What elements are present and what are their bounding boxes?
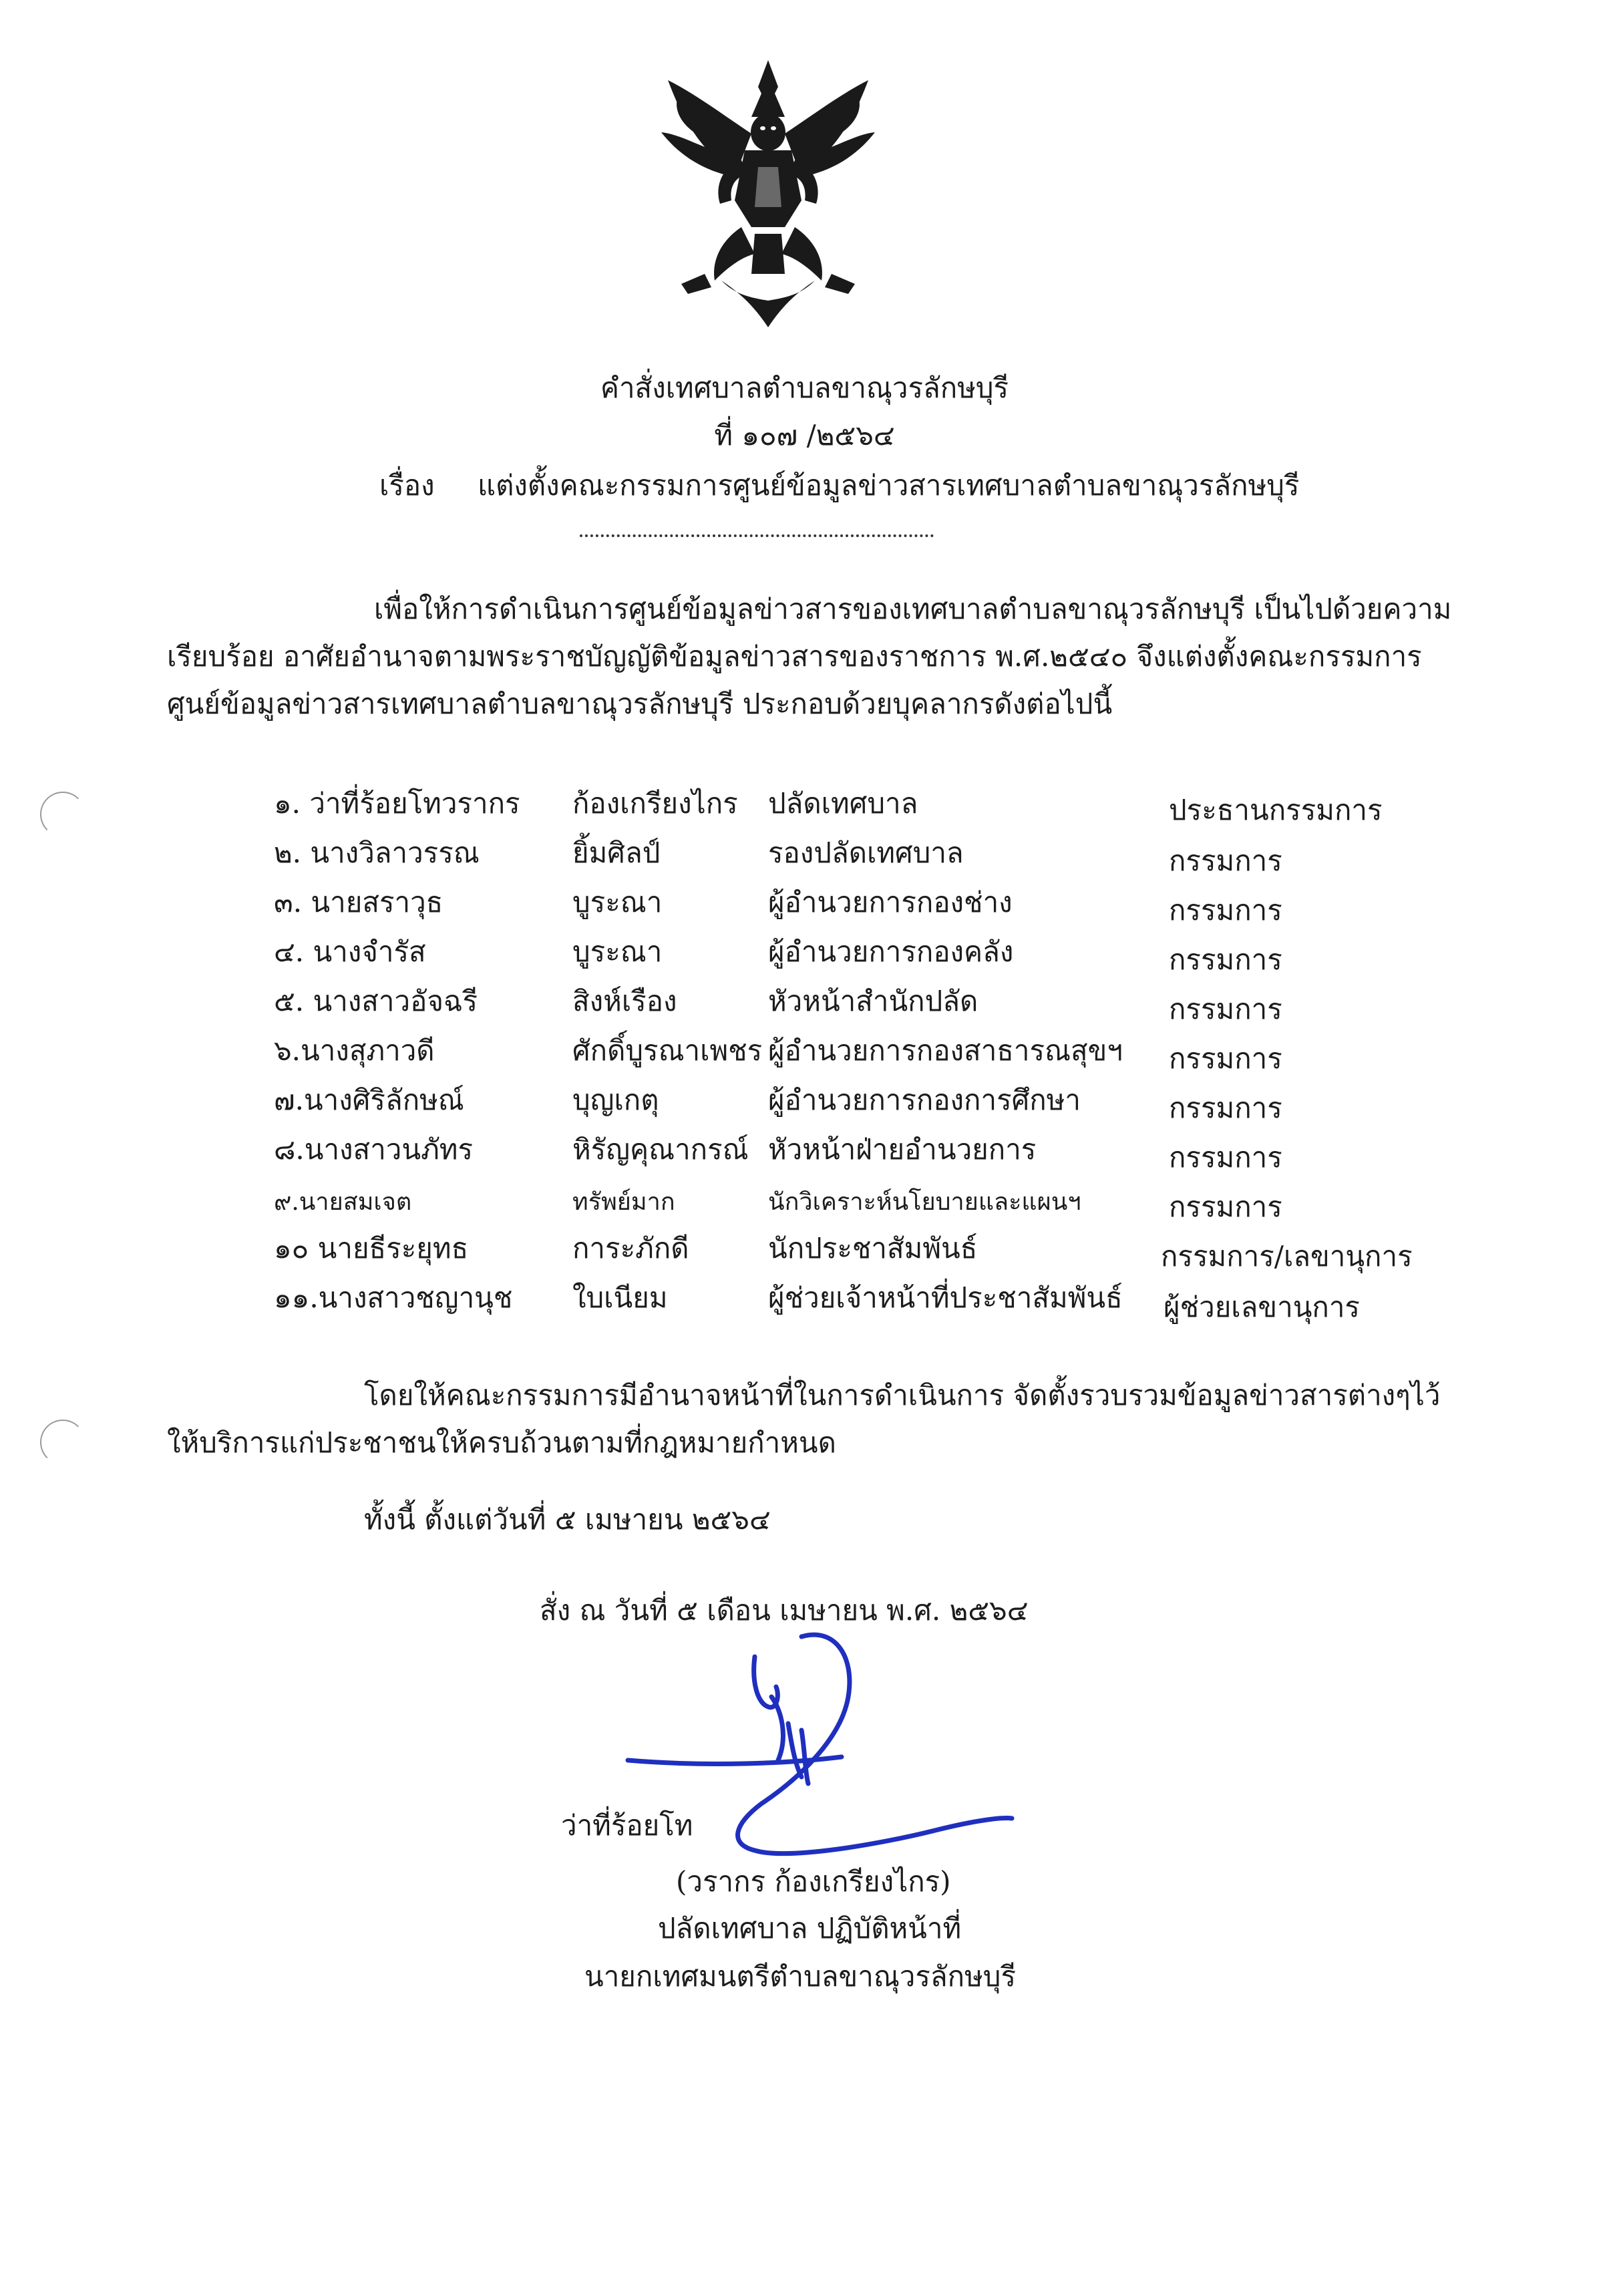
duty-paragraph: [167, 1371, 1441, 1466]
member-surname: ศักดิ์บูรณาเพชร: [572, 1034, 763, 1067]
member-position: รองปลัดเทศบาล: [768, 836, 964, 869]
member-position: ผู้ช่วยเจ้าหน้าที่ประชาสัมพันธ์: [768, 1281, 1123, 1314]
member-surname: ยิ้มศิลป์: [572, 836, 661, 869]
member-surname: การะภักดี: [572, 1232, 689, 1265]
member-position: ผู้อำนวยการกองช่าง: [768, 886, 1013, 919]
subject-text: แต่งตั้งคณะกรรมการศูนย์ข้อมูลข่าวสารเทศบาลตำบลขาณุวรลักษบุรี: [478, 469, 1300, 502]
header-divider: [580, 534, 934, 537]
signatory-title-1: ปลัดเทศบาล ปฏิบัติหน้าที่: [658, 1912, 962, 1945]
intro-line: เรียบร้อย อาศัยอำนาจตามพระราชบัญญัติข้อมูลข่าวสารของราชการ พ.ศ.๒๕๔๐ จึงแต่งตั้งคณะกรรมการ: [167, 640, 1422, 673]
member-role: กรรมการ/เลขานุการ: [1161, 1240, 1413, 1273]
member-position: นักประชาสัมพันธ์: [768, 1232, 978, 1265]
effective-date: ทั้งนี้ ตั้งแต่วันที่ ๕ เมษายน ๒๕๖๔: [364, 1503, 771, 1536]
member-name: ๓. นายสราวุธ: [274, 886, 443, 919]
member-role: ประธานกรรมการ: [1169, 794, 1383, 826]
member-role: กรรมการ: [1169, 894, 1282, 927]
order-title: คำสั่งเทศบาลตำบลขาณุวรลักษบุรี: [600, 371, 1009, 404]
member-name: ๕. นางสาวอัจฉรี: [274, 985, 478, 1017]
member-position: หัวหน้าฝ่ายอำนวยการ: [768, 1133, 1037, 1166]
member-name: ๖.นางสุภาวดี: [274, 1034, 435, 1067]
member-surname: หิรัญคุณากรณ์: [572, 1133, 749, 1166]
member-surname: ใบเนียม: [572, 1281, 668, 1314]
punch-hole-icon: [40, 792, 85, 837]
member-role: กรรมการ: [1169, 1141, 1282, 1174]
signatory-rank: ว่าที่ร้อยโท: [561, 1809, 693, 1842]
ordered-date: สั่ง ณ วันที่ ๕ เดือน เมษายน พ.ศ. ๒๕๖๔: [540, 1594, 1029, 1627]
duty-line: โดยให้คณะกรรมการมีอำนาจหน้าที่ในการดำเนินการ จัดตั้งรวบรวมข้อมูลข่าวสารต่างๆไว้: [364, 1379, 1441, 1412]
member-position: ปลัดเทศบาล: [768, 787, 918, 820]
member-surname: บูระณา: [572, 935, 663, 968]
member-position: ผู้อำนวยการกองสาธารณสุขฯ: [768, 1034, 1123, 1067]
member-role: กรรมการ: [1169, 844, 1282, 877]
intro-paragraph: [167, 585, 1452, 727]
member-surname: สิงห์เรือง: [572, 985, 677, 1017]
member-name: ๔. นางจำรัส: [274, 935, 426, 968]
member-position: หัวหน้าสำนักปลัด: [768, 985, 978, 1017]
subject-label: เรื่อง: [379, 469, 435, 502]
duty-line: ให้บริการแก่ประชาชนให้ครบถ้วนตามที่กฎหมายกำหนด: [167, 1426, 836, 1459]
member-name: ๑. ว่าที่ร้อยโทวรากร: [274, 787, 520, 820]
member-surname: ก้องเกรียงไกร: [572, 787, 738, 820]
member-name: ๗.นางศิริลักษณ์: [274, 1084, 464, 1116]
garuda-emblem-icon: [641, 53, 895, 334]
member-role: กรรมการ: [1169, 943, 1282, 976]
member-role: กรรมการ: [1169, 1042, 1282, 1075]
member-surname: บุญเกตุ: [572, 1084, 659, 1116]
member-name: ๘.นางสาวนภัทร: [274, 1133, 473, 1166]
signature-icon: [601, 1630, 1055, 1891]
member-name: ๙.นายสมเจต: [274, 1188, 412, 1216]
member-role: ผู้ช่วยเลขานุการ: [1164, 1291, 1360, 1323]
member-role: กรรมการ: [1169, 1092, 1282, 1124]
member-position: นักวิเคราะห์นโยบายและแผนฯ: [768, 1188, 1081, 1216]
member-role: กรรมการ: [1169, 993, 1282, 1025]
member-role: กรรมการ: [1169, 1190, 1282, 1223]
member-name: ๒. นางวิลาวรรณ: [274, 836, 480, 869]
member-surname: บูระณา: [572, 886, 663, 919]
member-position: ผู้อำนวยการกองคลัง: [768, 935, 1014, 968]
member-position: ผู้อำนวยการกองการศึกษา: [768, 1084, 1081, 1116]
signatory-name: (วรากร ก้องเกรียงไกร): [676, 1865, 951, 1898]
signatory-title-2: นายกเทศมนตรีตำบลขาณุวรลักษบุรี: [584, 1960, 1016, 1993]
member-name: ๑๐ นายธีระยุทธ: [274, 1232, 469, 1265]
intro-line: ศูนย์ข้อมูลข่าวสารเทศบาลตำบลขาณุวรลักษบุรี ประกอบด้วยบุคลากรดังต่อไปนี้: [167, 687, 1113, 720]
intro-line: เพื่อให้การดำเนินการศูนย์ข้อมูลข่าวสารของเทศบาลตำบลขาณุวรลักษบุรี เป็นไปด้วยความ: [374, 593, 1452, 625]
punch-hole-icon: [40, 1420, 85, 1465]
member-name: ๑๑.นางสาวชญานุช: [274, 1281, 513, 1314]
member-surname: ทรัพย์มาก: [572, 1188, 675, 1216]
order-number: ที่ ๑๐๗ /๒๕๖๔: [714, 419, 895, 452]
